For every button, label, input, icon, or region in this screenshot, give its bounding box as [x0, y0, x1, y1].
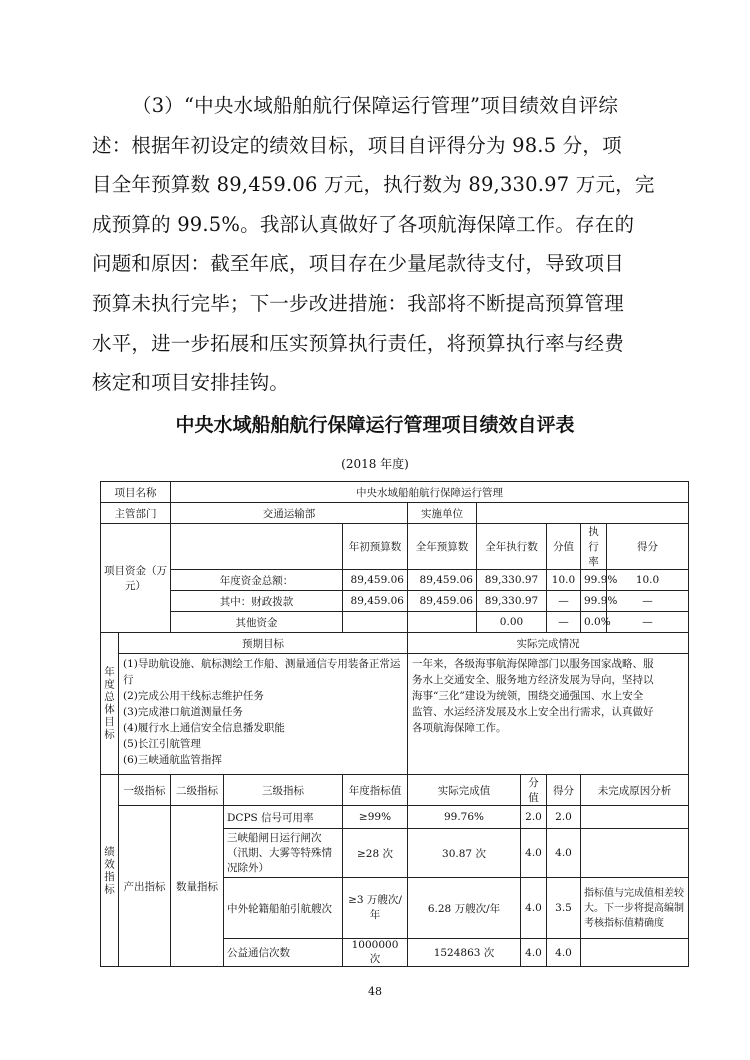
paragraph-line: 问题和原因：截至年底，项目存在少量尾款待支付，导致项目: [92, 252, 624, 276]
funds-row-label: 年度资金总额：: [171, 570, 343, 591]
list-item: 务水上交通安全、服务地方经济发展为导向，坚持以: [412, 674, 654, 686]
perf-header: 未完成原因分析: [581, 775, 689, 806]
funds-header: 分值: [547, 524, 581, 570]
funds-cell: [343, 612, 408, 633]
target-value: ≥99%: [343, 806, 408, 829]
list-item: (2)完成公用干线标志维护任务: [123, 690, 264, 702]
table-title: 中央水域船舶航行保障运行管理项目绩效自评表: [175, 414, 575, 436]
funds-cell: 0.00: [477, 612, 547, 633]
level1-indicator: 产出指标: [119, 806, 171, 967]
funds-cell: 99.9%: [581, 591, 607, 612]
empty-cell: [171, 524, 343, 570]
funds-cell: —: [607, 591, 689, 612]
score-value: 2.0: [521, 806, 547, 829]
score: 4.0: [547, 939, 581, 967]
target-value: 1000000 次: [343, 939, 408, 967]
actual-value: 6.28 万艘次/年: [408, 878, 521, 939]
level3-indicator: DCPS 信号可用率: [224, 806, 343, 829]
funds-cell: 0.0%: [581, 612, 607, 633]
perf-label: 绩效指标: [103, 845, 115, 896]
table-row: [101, 524, 689, 570]
funds-cell: 89,459.06: [343, 570, 408, 591]
perf-header: 实际完成值: [408, 775, 521, 806]
perf-label-cell: [101, 775, 119, 967]
list-item: 海事“三化”建设为统领，围绕交通强国、水上安全: [412, 690, 644, 702]
table-row: [101, 612, 689, 633]
perf-header: 年度指标值: [343, 775, 408, 806]
level3-indicator: 三峡船闸日运行闸次（汛期、大雾等特殊情况除外）: [224, 829, 343, 878]
funds-cell: 89,459.06: [408, 591, 477, 612]
funds-row-label: 其中：财政拨款: [171, 591, 343, 612]
paragraph-line: 水平，进一步拓展和压实预算执行责任，将预算执行率与经费: [92, 331, 624, 355]
funds-cell: 89,330.97: [477, 570, 547, 591]
funds-label: 项目资金（万元）: [101, 524, 171, 633]
project-name-label: 项目名称: [101, 482, 171, 503]
score-value: 4.0: [521, 939, 547, 967]
paragraph-line: 核定和项目安排挂钩。: [92, 371, 290, 395]
list-item: 监管、水运经济发展及水上安全出行需求，认真做好: [412, 706, 654, 718]
reason: 指标值与完成值相差较大。下一步将提高编制考核指标值精确度: [581, 878, 689, 939]
list-item: 行: [123, 674, 134, 686]
performance-table: [100, 481, 689, 967]
score-value: 4.0: [521, 829, 547, 878]
expected-goals: [119, 654, 408, 775]
funds-header: 年初预算数: [343, 524, 408, 570]
funds-cell: 10.0: [547, 570, 581, 591]
actual-value: 1524863 次: [408, 939, 521, 967]
paragraph-line: 成预算的 99.5%。我部认真做好了各项航海保障工作。存在的: [92, 212, 635, 236]
score-value: 4.0: [521, 878, 547, 939]
table-row: [101, 503, 689, 524]
list-item: (3)完成港口航道测量任务: [123, 706, 243, 718]
funds-cell: —: [547, 591, 581, 612]
perf-header: 得分: [547, 775, 581, 806]
funds-cell: —: [607, 612, 689, 633]
perf-header: 二级指标: [171, 775, 224, 806]
reason: [581, 806, 689, 829]
impl-value: [477, 503, 689, 524]
perf-header: 一级指标: [119, 775, 171, 806]
funds-header: 得分: [607, 524, 689, 570]
funds-cell: 89,459.06: [408, 570, 477, 591]
table-row: [101, 633, 689, 654]
paragraph-line: 述：根据年初设定的绩效目标，项目自评得分为 98.5 分，项: [92, 133, 622, 157]
target-value: ≥3 万艘次/年: [343, 878, 408, 939]
target-value: ≥28 次: [343, 829, 408, 878]
score: 2.0: [547, 806, 581, 829]
level3-indicator: 中外轮籍船舶引航艘次: [224, 878, 343, 939]
reason: [581, 939, 689, 967]
score: 3.5: [547, 878, 581, 939]
actual-value: 30.87 次: [408, 829, 521, 878]
funds-cell: [408, 612, 477, 633]
expected-header: 预期目标: [119, 633, 408, 654]
funds-cell: 10.0: [607, 570, 689, 591]
funds-cell: 89,459.06: [343, 591, 408, 612]
list-item: (1)导助航设施、航标测绘工作船、测量通信专用装备正常运: [123, 658, 401, 670]
dept-value: 交通运输部: [171, 503, 408, 524]
actual-header: 实际完成情况: [408, 633, 689, 654]
paragraph-line: （3）“中央水域船舶航行保障运行管理”项目绩效自评综: [132, 94, 619, 117]
table-row: [101, 591, 689, 612]
list-item: (4)履行水上通信安全信息播发职能: [123, 722, 285, 734]
funds-cell: 89,330.97: [477, 591, 547, 612]
actual-value: 99.76%: [408, 806, 521, 829]
funds-cell: 99.9%: [581, 570, 607, 591]
paragraph-line: 目全年预算数 89,459.06 万元，执行数为 89,330.97 万元，完: [92, 173, 655, 197]
funds-header: 全年执行数: [477, 524, 547, 570]
goal-label: 年度总体目标: [103, 666, 115, 741]
funds-header: 全年预算数: [408, 524, 477, 570]
project-name: 中央水域船舶航行保障运行管理: [171, 482, 689, 503]
list-item: 一年来，各级海事航海保障部门以服务国家战略、服: [412, 658, 654, 670]
table-row: [101, 775, 689, 806]
paragraph-line: 预算未执行完毕；下一步改进措施：我部将不断提高预算管理: [92, 291, 624, 315]
funds-header: 执行率: [581, 524, 607, 570]
reason: [581, 829, 689, 878]
dept-label: 主管部门: [101, 503, 171, 524]
table-row: [101, 482, 689, 503]
table-row: [101, 654, 689, 775]
perf-header: 分值: [521, 775, 547, 806]
perf-header: 三级指标: [224, 775, 343, 806]
score: 4.0: [547, 829, 581, 878]
goal-label-cell: [101, 633, 119, 775]
summary-paragraph: [92, 86, 672, 403]
funds-cell: —: [547, 612, 581, 633]
impl-label: 实施单位: [408, 503, 477, 524]
list-item: (6)三峡通航监管指挥: [123, 754, 222, 766]
funds-row-label: 其他资金: [171, 612, 343, 633]
table-row: [101, 806, 689, 829]
table-row: [101, 570, 689, 591]
actual-results: [408, 654, 689, 775]
level2-indicator: 数量指标: [171, 806, 224, 967]
list-item: 各项航海保障工作。: [412, 722, 507, 734]
page-number: 48: [368, 985, 382, 998]
list-item: (5)长江引航管理: [123, 738, 201, 750]
level3-indicator: 公益通信次数: [224, 939, 343, 967]
table-subtitle: (2018 年度): [341, 457, 409, 471]
